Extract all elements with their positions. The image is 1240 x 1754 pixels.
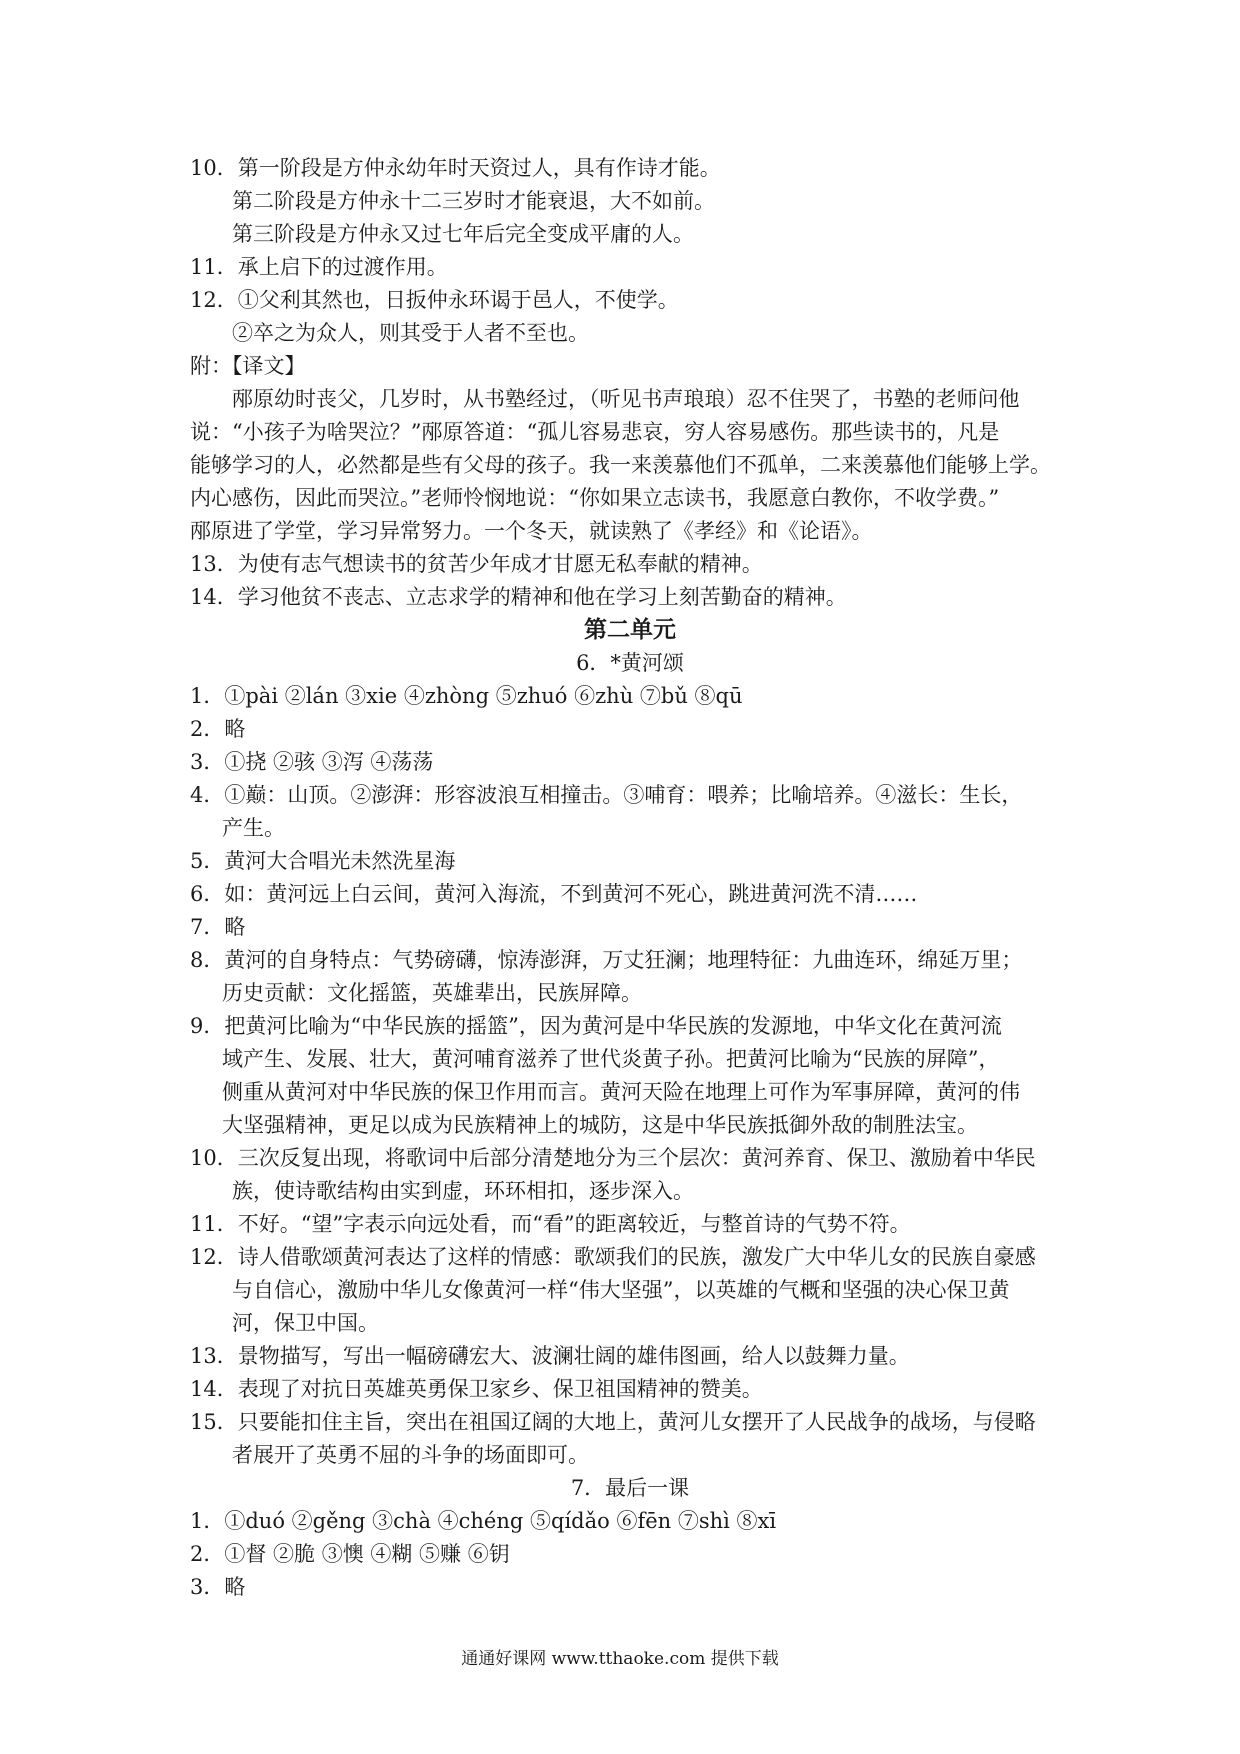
lesson-7-title: 7．最后一课	[570, 1476, 690, 1500]
text-line: 14．学习他贫不丧志、立志求学的精神和他在学习上刻苦勤奋的精神。	[190, 585, 847, 609]
text-line: 邴原幼时丧父，几岁时，从书塾经过，（听见书声琅琅）忍不住哭了，书塾的老师问他	[232, 387, 1020, 411]
text-line: 5．黄河大合唱光未然洗星海	[190, 849, 456, 873]
text-line: 邴原进了学堂，学习异常努力。一个冬天，就读熟了《孝经》和《论语》。	[190, 519, 873, 543]
text-line: 1．①pài ②lán ③xie ④zhòng ⑤zhuó ⑥zhù ⑦bǔ ⑧qū	[190, 684, 743, 708]
text-line: 6．如：黄河远上白云间，黄河入海流，不到黄河不死心，跳进黄河洗不清……	[190, 882, 918, 906]
text-line: 说：“小孩子为啥哭泣？”邴原答道：“孤儿容易悲哀，穷人容易感伤。那些读书的，凡是	[190, 420, 1000, 444]
page-content	[190, 152, 1070, 1604]
text-line: 2．①督 ②脆 ③懊 ④糊 ⑤赚 ⑥钥	[190, 1542, 510, 1566]
text-line: 9．把黄河比喻为“中华民族的摇篮”，因为黄河是中华民族的发源地，中华文化在黄河流	[190, 1014, 1002, 1038]
page-footer: 通通好课网 www.tthaoke.com 提供下载	[461, 1649, 779, 1669]
lesson-7-answers	[190, 1505, 1070, 1604]
text-line: 8．黄河的自身特点：气势磅礴，惊涛澎湃，万丈狂澜；地理特征：九曲连环，绵延万里；	[190, 948, 1023, 972]
lesson-6-answers	[190, 680, 1070, 1472]
text-line: 第二阶段是方仲永十二三岁时才能衰退，大不如前。	[232, 189, 715, 213]
text-line: 11．承上启下的过渡作用。	[190, 255, 448, 279]
text-line: 15．只要能扣住主旨，突出在祖国辽阔的大地上，黄河儿女摆开了人民战争的战场，与侵略	[190, 1410, 1036, 1434]
text-line: 大坚强精神，更足以成为民族精神上的城防，这是中华民族抵御外敌的制胜法宝。	[222, 1113, 978, 1137]
text-line: 4．①巅：山顶。②澎湃：形容波浪互相撞击。③哺育：喂养；比喻培养。④滋长：生长，	[190, 783, 1023, 807]
text-line: 14．表现了对抗日英雄英勇保卫家乡、保卫祖国精神的赞美。	[190, 1377, 763, 1401]
text-line: 12．诗人借歌颂黄河表达了这样的情感：歌颂我们的民族，激发广大中华儿女的民族自豪感	[190, 1245, 1036, 1269]
text-line: 者展开了英勇不屈的斗争的场面即可。	[232, 1443, 589, 1467]
text-line: 河，保卫中国。	[232, 1311, 379, 1335]
lesson-6-title: 6．*黄河颂	[576, 651, 684, 675]
text-line: 1．①duó ②gěng ③chà ④chéng ⑤qídǎo ⑥fēn ⑦shì ⑧xī	[190, 1509, 777, 1533]
text-line: 历史贡献：文化摇篮，英雄辈出，民族屏障。	[222, 981, 642, 1005]
text-line: 族，使诗歌结构由实到虚，环环相扣，逐步深入。	[232, 1179, 694, 1203]
text-line: 域产生、发展、壮大，黄河哺育滋养了世代炎黄子孙。把黄河比喻为“民族的屏障”，	[222, 1047, 1000, 1071]
text-line: 10．三次反复出现，将歌词中后部分清楚地分为三个层次：黄河养育、保卫、激励着中华民	[190, 1146, 1036, 1170]
text-line: 侧重从黄河对中华民族的保卫作用而言。黄河天险在地理上可作为军事屏障，黄河的伟	[222, 1080, 1020, 1104]
unit-title: 第二单元	[584, 617, 676, 643]
text-line: 与自信心，激励中华儿女像黄河一样“伟大坚强”，以英雄的气概和坚强的决心保卫黄	[232, 1278, 1010, 1302]
text-line: 2．略	[190, 717, 246, 741]
text-line: 能够学习的人，必然都是些有父母的孩子。我一来羡慕他们不孤单，二来羡慕他们能够上学。	[190, 453, 1051, 477]
text-line: ②卒之为众人，则其受于人者不至也。	[232, 321, 589, 345]
text-line: 7．略	[190, 915, 246, 939]
text-line: 附：【译文】	[190, 354, 306, 378]
text-line: 10．第一阶段是方仲永幼年时天资过人，具有作诗才能。	[190, 156, 721, 180]
text-line: 3．略	[190, 1575, 246, 1599]
text-line: 11．不好。“望”字表示向远处看，而“看”的距离较近，与整首诗的气势不符。	[190, 1212, 911, 1236]
text-line: 13．景物描写，写出一幅磅礴宏大、波澜壮阔的雄伟图画，给人以鼓舞力量。	[190, 1344, 910, 1368]
text-line: 产生。	[222, 816, 285, 840]
text-line: 第三阶段是方仲永又过七年后完全变成平庸的人。	[232, 222, 694, 246]
text-line: 3．①挠 ②骇 ③泻 ④荡荡	[190, 750, 434, 774]
answers-section-unit1	[190, 152, 1070, 614]
text-line: 13．为使有志气想读书的贫苦少年成才甘愿无私奉献的精神。	[190, 552, 763, 576]
text-line: 12．①父利其然也，日扳仲永环谒于邑人，不使学。	[190, 288, 679, 312]
text-line: 内心感伤，因此而哭泣。”老师怜悯地说：“你如果立志读书，我愿意白教你，不收学费。”	[190, 486, 1000, 510]
